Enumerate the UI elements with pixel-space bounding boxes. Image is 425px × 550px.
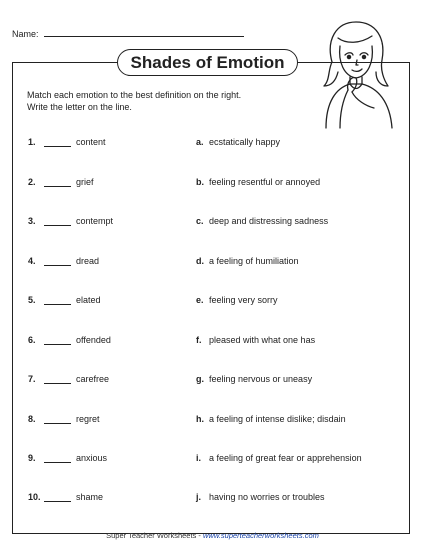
- match-row-8: [0, 414, 425, 428]
- match-row-5: [0, 295, 425, 309]
- emotion-word: offended: [76, 335, 111, 345]
- item-number: 7.: [28, 374, 36, 384]
- definition-text: pleased with what one has: [209, 335, 316, 345]
- answer-blank[interactable]: [44, 304, 71, 305]
- item-number: 4.: [28, 256, 36, 266]
- definition-text: a feeling of intense dislike; disdain: [209, 414, 346, 424]
- definition-text: deep and distressing sadness: [209, 216, 329, 226]
- answer-blank[interactable]: [44, 344, 71, 345]
- emotion-word: elated: [76, 295, 101, 305]
- definition-text: a feeling of great fear or apprehension: [209, 453, 362, 463]
- footer: [0, 531, 425, 540]
- answer-blank[interactable]: [44, 146, 71, 147]
- definition-text: ecstatically happy: [209, 137, 281, 147]
- match-row-1: [0, 137, 425, 151]
- emotion-word: dread: [76, 256, 100, 266]
- definition-text: feeling very sorry: [209, 295, 278, 305]
- emotion-word: grief: [76, 177, 94, 187]
- definition-letter: a.: [196, 137, 204, 147]
- footer-brand: Super Teacher Worksheets -: [106, 531, 201, 540]
- answer-blank[interactable]: [44, 265, 71, 266]
- instruction-line-2: Write the letter on the line.: [27, 102, 132, 112]
- answer-blank[interactable]: [44, 383, 71, 384]
- emotion-word: shame: [76, 492, 104, 502]
- worksheet-title: Shades of Emotion: [117, 49, 298, 76]
- instruction-line-1: Match each emotion to the best definition on the right.: [27, 90, 242, 100]
- instructions: [27, 89, 241, 113]
- item-number: 5.: [28, 295, 36, 305]
- definition-text: feeling resentful or annoyed: [209, 177, 321, 187]
- item-number: 6.: [28, 335, 36, 345]
- answer-blank[interactable]: [44, 186, 71, 187]
- item-number: 8.: [28, 414, 36, 424]
- definition-letter: f.: [196, 335, 202, 345]
- definition-letter: e.: [196, 295, 204, 305]
- definition-letter: j.: [196, 492, 202, 502]
- definition-letter: b.: [196, 177, 204, 187]
- answer-blank[interactable]: [44, 423, 71, 424]
- name-blank-line[interactable]: [44, 28, 244, 37]
- answer-blank[interactable]: [44, 225, 71, 226]
- definition-letter: h.: [196, 414, 204, 424]
- item-number: 2.: [28, 177, 36, 187]
- definition-letter: i.: [196, 453, 202, 463]
- name-label: Name:: [12, 29, 39, 39]
- name-row: [12, 28, 244, 39]
- definition-letter: c.: [196, 216, 204, 226]
- match-row-9: [0, 453, 425, 467]
- footer-url-link[interactable]: www.superteacherworksheets.com: [202, 531, 319, 540]
- match-row-4: [0, 256, 425, 270]
- answer-blank[interactable]: [44, 462, 71, 463]
- definition-text: having no worries or troubles: [209, 492, 325, 502]
- match-row-7: [0, 374, 425, 388]
- emotion-word: carefree: [76, 374, 110, 384]
- answer-blank[interactable]: [44, 501, 71, 502]
- item-number: 3.: [28, 216, 36, 226]
- match-row-2: [0, 177, 425, 191]
- definition-text: feeling nervous or uneasy: [209, 374, 313, 384]
- definition-letter: d.: [196, 256, 204, 266]
- emotion-word: anxious: [76, 453, 108, 463]
- match-row-6: [0, 335, 425, 349]
- item-number: 9.: [28, 453, 36, 463]
- item-number: 10.: [28, 492, 41, 502]
- definition-text: a feeling of humiliation: [209, 256, 299, 266]
- item-number: 1.: [28, 137, 36, 147]
- emotion-word: content: [76, 137, 106, 147]
- emotion-word: regret: [76, 414, 100, 424]
- match-row-3: [0, 216, 425, 230]
- match-row-10: [0, 492, 425, 506]
- definition-letter: g.: [196, 374, 204, 384]
- emotion-word: contempt: [76, 216, 114, 226]
